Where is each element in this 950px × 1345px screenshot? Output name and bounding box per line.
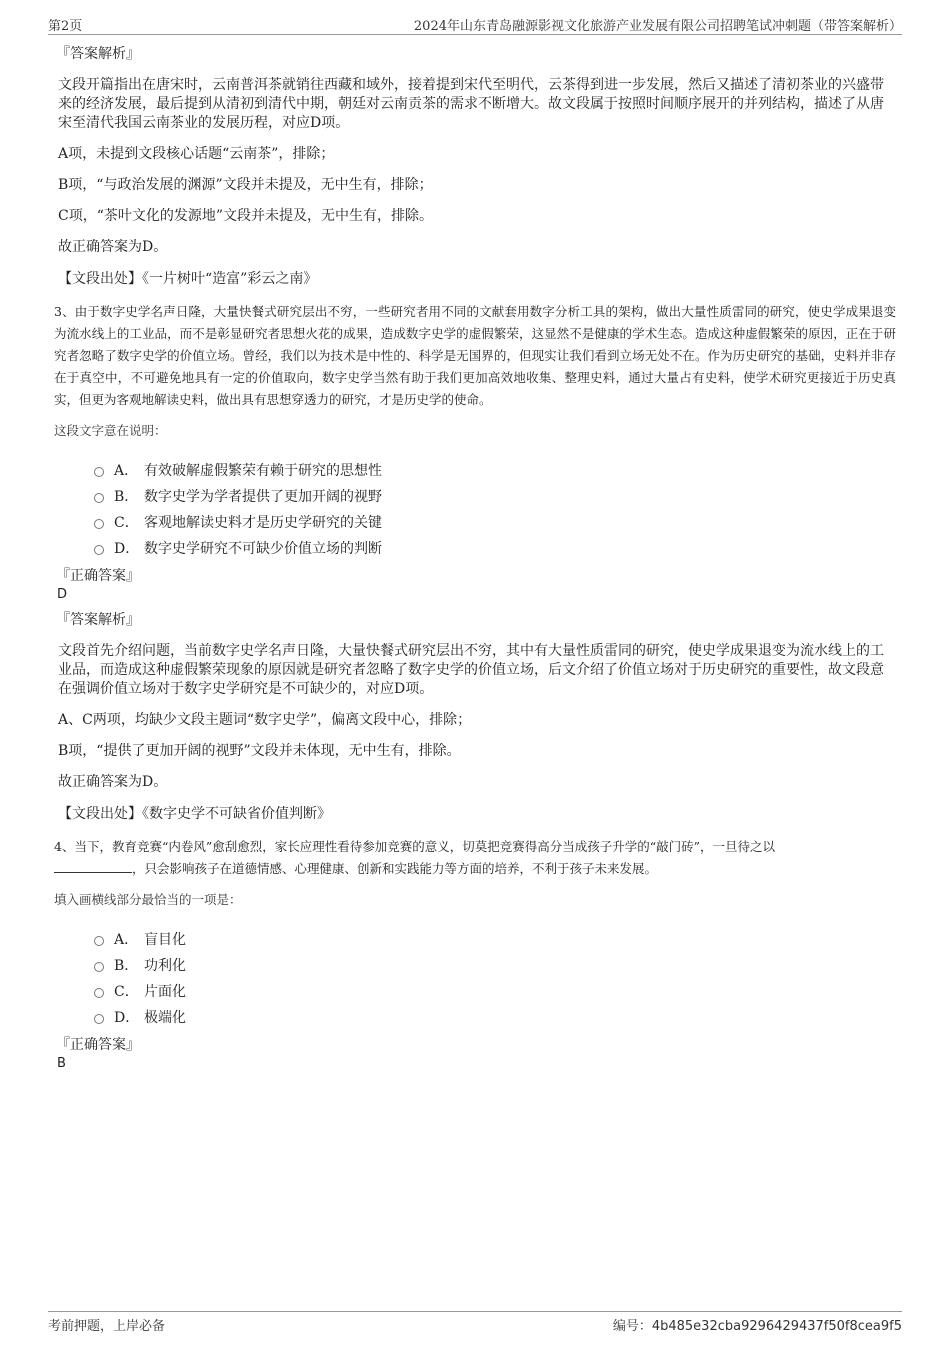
option-text: 数字史学研究不可缺少价值立场的判断 — [144, 541, 382, 557]
question-prompt: 填入画横线部分最恰当的一项是： — [54, 892, 242, 907]
page-footer — [48, 1311, 902, 1334]
question-3 — [54, 301, 896, 824]
option-letter: B． — [114, 958, 139, 974]
option-letter: C． — [114, 515, 139, 531]
option-c[interactable] — [94, 509, 896, 535]
option-a[interactable] — [94, 457, 896, 483]
option-text: 数字史学为学者提供了更加开阔的视野 — [144, 489, 382, 505]
serial-number: 4b485e32cba9296429437f50f8cea9f5 — [651, 1319, 902, 1334]
analysis-text: 文段首先介绍问题，当前数字史学名声日隆，大量快餐式研究层出不穷，其中有大量性质雷同的研究，使史学成果退变为流水线上的工业品，而造成这种虚假繁荣现象的原因就是研究者忽略了数字史学的价值立场，后文介绍了价值立场对于历史研究的重要性，故文段意在强调价值立场对于数字史学研究是不可缺少的，对应D项。 — [58, 643, 884, 697]
analysis-note: A项，未提到文段核心话题“云南茶”，排除； — [58, 146, 335, 162]
option-list — [94, 457, 896, 561]
previous-question-analysis — [54, 44, 896, 289]
option-text: 有效破解虚假繁荣有赖于研究的思想性 — [144, 463, 382, 479]
radio-icon[interactable] — [94, 1014, 104, 1024]
radio-icon[interactable] — [94, 519, 104, 529]
option-letter: B． — [114, 489, 139, 505]
analysis-note: B项，“与政治发展的渊源”文段并未提及，无中生有，排除； — [58, 177, 433, 193]
correct-answer: B — [57, 1056, 66, 1071]
option-text: 极端化 — [144, 1010, 186, 1026]
option-b[interactable] — [94, 952, 896, 978]
option-text: 盲目化 — [144, 932, 186, 948]
question-text-before-blank: 4、当下，教育竞赛“内卷风”愈刮愈烈，家长应理性看待参加竞赛的意义，切莫把竞赛得高分当成孩子升学的“敲门砖”，一旦待之以 — [54, 839, 776, 854]
question-text-after-blank: ，只会影响孩子在道德情感、心理健康、创新和实践能力等方面的培养，不利于孩子未来发展。 — [132, 861, 658, 876]
question-4 — [54, 836, 896, 1073]
analysis-note: B项，“提供了更加开阔的视野”文段并未体现，无中生有，排除。 — [58, 743, 461, 759]
correct-answer: D — [57, 587, 68, 602]
page-content — [54, 44, 896, 1073]
analysis-text: 文段开篇指出在唐宋时，云南普洱茶就销往西藏和域外，接着提到宋代至明代，云茶得到进一步发展，然后又描述了清初茶业的兴盛带来的经济发展，最后提到从清初到清代中期，朝廷对云南贡茶的需求不断增大。故文段属于按照时间顺序展开的并列结构，描述了从唐宋至清代我国云南茶业的发展历程，对应D项。 — [58, 77, 884, 131]
radio-icon[interactable] — [94, 988, 104, 998]
page-number: 第2页 — [48, 19, 83, 34]
radio-icon[interactable] — [94, 962, 104, 972]
correct-answer-label: 『正确答案』 — [56, 1037, 140, 1053]
passage-source: 【文段出处】《数字史学不可缺省价值判断》 — [58, 806, 331, 822]
page-header — [48, 14, 902, 35]
option-a[interactable] — [94, 926, 896, 952]
option-letter: C． — [114, 984, 139, 1000]
option-c[interactable] — [94, 978, 896, 1004]
radio-icon[interactable] — [94, 467, 104, 477]
footer-serial — [613, 1315, 902, 1334]
option-list — [94, 926, 896, 1030]
option-letter: A． — [114, 932, 139, 948]
footer-slogan: 考前押题，上岸必备 — [48, 1319, 166, 1334]
analysis-conclusion: 故正确答案为D。 — [58, 774, 168, 790]
question-text: 3、由于数字史学名声日隆，大量快餐式研究层出不穷，一些研究者用不同的文献套用数字分析工具的架构，做出大量性质雷同的研究，使史学成果退变为流水线上的工业品，而不是彰显研究者思想火花的成果，造成数字史学的虚假繁荣，这显然不是健康的学术生态。造成这种虚假繁荣的原因，正在于研究者忽略了数字史学的价值立场。曾经，我们以为技术是中性的、科学是无国界的，但现实让我们看到立场无处不在。作为历史研究的基础，史料并非存在于真空中，不可避免地具有一定的价值取向，数字史学当然有助于我们更加高效地收集、整理史料，通过大量占有史料，使学术研究更接近于历史真实，但更为客观地解读史料，做出具有思想穿透力的研究，才是历史学的使命。 — [54, 304, 896, 407]
option-d[interactable] — [94, 535, 896, 561]
question-text — [54, 836, 896, 880]
radio-icon[interactable] — [94, 493, 104, 503]
document-title: 2024年山东青岛融源影视文化旅游产业发展有限公司招聘笔试冲刺题（带答案解析） — [413, 19, 902, 34]
serial-label: 编号： — [612, 1319, 652, 1334]
question-prompt: 这段文字意在说明： — [54, 423, 167, 438]
analysis-label: 『答案解析』 — [56, 612, 140, 628]
passage-source: 【文段出处】《一片树叶“造富”彩云之南》 — [58, 271, 318, 287]
radio-icon[interactable] — [94, 936, 104, 946]
fill-in-blank — [54, 860, 132, 873]
analysis-label: 『答案解析』 — [56, 46, 140, 62]
analysis-note: C项，“茶叶文化的发源地”文段并未提及，无中生有，排除。 — [58, 208, 434, 224]
option-letter: D． — [114, 1010, 140, 1026]
analysis-note: A、C两项，均缺少文段主题词“数字史学”，偏离文段中心，排除； — [58, 712, 472, 728]
option-d[interactable] — [94, 1004, 896, 1030]
radio-icon[interactable] — [94, 545, 104, 555]
option-letter: D． — [114, 541, 140, 557]
option-letter: A． — [114, 463, 139, 479]
option-text: 片面化 — [144, 984, 186, 1000]
option-text: 客观地解读史料才是历史学研究的关键 — [144, 515, 382, 531]
correct-answer-label: 『正确答案』 — [56, 568, 140, 584]
analysis-conclusion: 故正确答案为D。 — [58, 239, 168, 255]
option-text: 功利化 — [144, 958, 186, 974]
option-b[interactable] — [94, 483, 896, 509]
